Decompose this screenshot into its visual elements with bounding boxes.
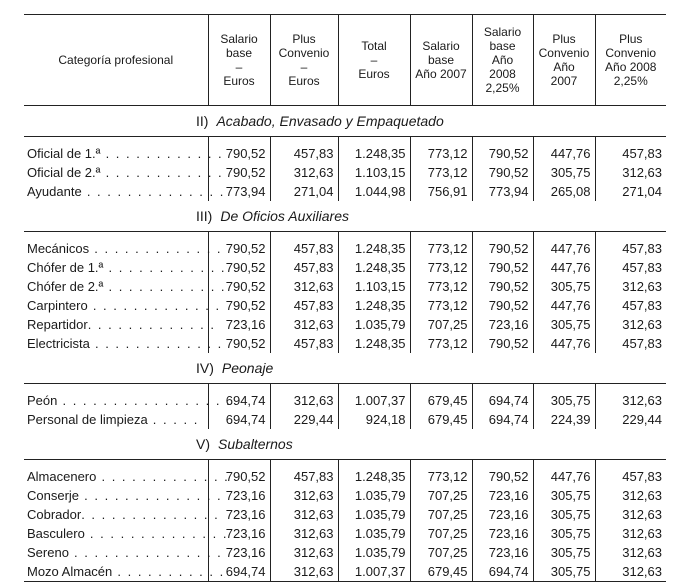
section-row xyxy=(24,201,666,232)
spacer-cell xyxy=(595,384,666,392)
value-cell: 694,74 xyxy=(472,391,533,410)
header-category: Categoría profesional xyxy=(58,53,174,67)
spacer-cell xyxy=(270,460,338,468)
spacer-cell xyxy=(410,137,472,145)
value-cell: 312,63 xyxy=(270,315,338,334)
section-row xyxy=(24,106,666,137)
value-cell: 773,12 xyxy=(410,239,472,258)
value-cell: 229,44 xyxy=(595,410,666,429)
dot-leader: . . . . . . . . . . . . . xyxy=(96,469,230,484)
value-cell: 312,63 xyxy=(595,505,666,524)
dot-leader: . . . . . . . . . . . . . . xyxy=(79,488,223,503)
category-name: Mozo Almacén xyxy=(27,564,113,579)
table-body xyxy=(24,106,666,582)
value-cell: 305,75 xyxy=(533,391,595,410)
value-cell: 773,94 xyxy=(472,182,533,201)
dot-leader: . . . . . xyxy=(147,412,199,427)
category-cell xyxy=(24,258,227,277)
category-cell xyxy=(24,467,230,486)
value-cell: 707,25 xyxy=(410,486,472,505)
value-cell: 457,83 xyxy=(270,144,338,163)
value-cell: 723,16 xyxy=(208,543,270,562)
table-row xyxy=(24,315,666,334)
dot-leader: . . . . . . . . . . . . . . xyxy=(84,526,228,541)
table-row xyxy=(24,182,666,201)
value-cell: 305,75 xyxy=(533,562,595,582)
table-row xyxy=(24,467,666,486)
value-cell: 790,52 xyxy=(472,239,533,258)
section-numeral: III) xyxy=(196,208,213,224)
value-cell: 312,63 xyxy=(270,277,338,296)
value-cell: 1.248,35 xyxy=(338,334,410,353)
spacer-cell xyxy=(270,384,338,392)
spacer-cell xyxy=(472,384,533,392)
value-cell: 773,12 xyxy=(410,334,472,353)
value-cell: 723,16 xyxy=(208,505,270,524)
table-row xyxy=(24,505,666,524)
value-cell: 229,44 xyxy=(270,410,338,429)
table-row xyxy=(24,543,666,562)
value-cell: 773,94 xyxy=(208,182,270,201)
dot-leader: . . . . . . . . . . . . xyxy=(103,279,227,294)
spacer-cell xyxy=(338,384,410,392)
value-cell: 457,83 xyxy=(270,239,338,258)
spacer-cell xyxy=(24,137,208,145)
section-title xyxy=(24,106,666,137)
category-name: Electricista xyxy=(27,336,90,351)
value-cell: 679,45 xyxy=(410,562,472,582)
value-cell: 312,63 xyxy=(595,524,666,543)
value-cell: 1.248,35 xyxy=(338,258,410,277)
category-name: Cobrador xyxy=(27,507,82,522)
section-row xyxy=(24,429,666,460)
value-cell: 723,16 xyxy=(208,315,270,334)
category-cell xyxy=(24,562,225,582)
section-name: De Oficios Auxiliares xyxy=(220,208,349,224)
table-row xyxy=(24,334,666,353)
spacer-cell xyxy=(533,137,595,145)
value-cell: 312,63 xyxy=(270,543,338,562)
category-name: Repartidor xyxy=(27,317,88,332)
spacer-row xyxy=(24,232,666,240)
spacer-cell xyxy=(24,232,208,240)
spacer-cell xyxy=(24,384,208,392)
category-cell xyxy=(24,486,223,505)
header-plus-convenio-2008: Plus Convenio Año 2008 2,25% xyxy=(595,15,666,106)
value-cell: 447,76 xyxy=(533,296,595,315)
value-cell: 773,12 xyxy=(410,163,472,182)
value-cell: 790,52 xyxy=(208,163,270,182)
section-numeral: IV) xyxy=(196,360,214,376)
spacer-cell xyxy=(472,460,533,468)
dot-leader: . . . . . . . . . . . . . . xyxy=(81,184,225,199)
value-cell: 707,25 xyxy=(410,543,472,562)
value-cell: 457,83 xyxy=(595,467,666,486)
salary-table xyxy=(24,14,666,582)
dot-leader: . . . . . . . . . . . . . xyxy=(87,317,216,332)
section-name: Peonaje xyxy=(221,360,274,376)
value-cell: 694,74 xyxy=(208,391,270,410)
value-cell: 312,63 xyxy=(595,277,666,296)
value-cell: 790,52 xyxy=(208,277,270,296)
value-cell: 312,63 xyxy=(270,163,338,182)
table-row xyxy=(24,562,666,582)
category-cell xyxy=(24,277,227,296)
value-cell: 790,52 xyxy=(472,258,533,277)
value-cell: 1.007,37 xyxy=(338,562,410,582)
value-cell: 1.007,37 xyxy=(338,391,410,410)
value-cell: 790,52 xyxy=(208,296,270,315)
value-cell: 723,16 xyxy=(472,543,533,562)
table-row xyxy=(24,486,666,505)
value-cell: 1.035,79 xyxy=(338,505,410,524)
value-cell: 271,04 xyxy=(270,182,338,201)
value-cell: 707,25 xyxy=(410,505,472,524)
value-cell: 1.035,79 xyxy=(338,543,410,562)
category-name: Chófer de 2.ª xyxy=(27,279,104,294)
value-cell: 723,16 xyxy=(472,524,533,543)
value-cell: 790,52 xyxy=(472,467,533,486)
value-cell: 1.035,79 xyxy=(338,315,410,334)
value-cell: 312,63 xyxy=(270,486,338,505)
category-name: Oficial de 1.ª xyxy=(27,146,101,161)
value-cell: 1.248,35 xyxy=(338,296,410,315)
dot-leader: . . . . . . . . . . . . xyxy=(100,165,224,180)
category-cell xyxy=(24,410,208,429)
value-cell: 312,63 xyxy=(595,562,666,582)
value-cell: 1.103,15 xyxy=(338,163,410,182)
value-cell: 447,76 xyxy=(533,334,595,353)
value-cell: 773,12 xyxy=(410,258,472,277)
table-row xyxy=(24,410,666,429)
value-cell: 790,52 xyxy=(472,334,533,353)
value-cell: 271,04 xyxy=(595,182,666,201)
value-cell: 457,83 xyxy=(595,258,666,277)
category-name: Carpintero xyxy=(27,298,88,313)
value-cell: 1.035,79 xyxy=(338,524,410,543)
table-row xyxy=(24,277,666,296)
value-cell: 224,39 xyxy=(533,410,595,429)
value-cell: 707,25 xyxy=(410,315,472,334)
spacer-cell xyxy=(208,232,270,240)
dot-leader: . . . . . . . . . . . . . xyxy=(87,298,221,313)
category-name: Sereno xyxy=(27,545,69,560)
value-cell: 679,45 xyxy=(410,410,472,429)
value-cell: 723,16 xyxy=(208,486,270,505)
section-row xyxy=(24,353,666,384)
value-cell: 1.248,35 xyxy=(338,467,410,486)
category-cell xyxy=(24,543,223,562)
value-cell: 723,16 xyxy=(472,505,533,524)
table-row xyxy=(24,524,666,543)
header-salario-base-2007: Salario base Año 2007 xyxy=(410,15,472,106)
value-cell: 790,52 xyxy=(472,296,533,315)
value-cell: 1.248,35 xyxy=(338,144,410,163)
value-cell: 694,74 xyxy=(472,562,533,582)
value-cell: 1.248,35 xyxy=(338,239,410,258)
value-cell: 790,52 xyxy=(208,334,270,353)
value-cell: 457,83 xyxy=(270,467,338,486)
spacer-cell xyxy=(410,232,472,240)
header-total: Total – Euros xyxy=(338,15,410,106)
value-cell: 447,76 xyxy=(533,467,595,486)
value-cell: 723,16 xyxy=(208,524,270,543)
spacer-cell xyxy=(533,460,595,468)
value-cell: 312,63 xyxy=(595,163,666,182)
value-cell: 694,74 xyxy=(208,410,270,429)
value-cell: 312,63 xyxy=(270,505,338,524)
dot-leader: . . . . . . . . . . . xyxy=(112,564,225,579)
spacer-cell xyxy=(533,384,595,392)
table-row xyxy=(24,144,666,163)
value-cell: 679,45 xyxy=(410,391,472,410)
spacer-cell xyxy=(472,232,533,240)
value-cell: 312,63 xyxy=(270,562,338,582)
value-cell: 773,12 xyxy=(410,277,472,296)
spacer-cell xyxy=(595,137,666,145)
value-cell: 312,63 xyxy=(595,391,666,410)
value-cell: 694,74 xyxy=(208,562,270,582)
value-cell: 447,76 xyxy=(533,144,595,163)
value-cell: 305,75 xyxy=(533,315,595,334)
table-row xyxy=(24,391,666,410)
spacer-cell xyxy=(24,460,208,468)
section-name: Subalternos xyxy=(218,436,293,452)
section-title xyxy=(24,429,666,460)
spacer-cell xyxy=(338,232,410,240)
value-cell: 756,91 xyxy=(410,182,472,201)
section-title xyxy=(24,201,666,232)
table-header xyxy=(24,15,666,106)
category-cell xyxy=(24,505,220,524)
dot-leader: . . . . . . . . . . . . . . . xyxy=(68,545,223,560)
value-cell: 305,75 xyxy=(533,524,595,543)
value-cell: 694,74 xyxy=(472,410,533,429)
spacer-row xyxy=(24,137,666,145)
dot-leader: . . . . . . . . . . . . xyxy=(103,260,227,275)
value-cell: 723,16 xyxy=(472,315,533,334)
table-row xyxy=(24,296,666,315)
spacer-cell xyxy=(208,137,270,145)
category-name: Mecánicos xyxy=(27,241,90,256)
category-name: Peón xyxy=(27,393,58,408)
category-name: Chófer de 1.ª xyxy=(27,260,104,275)
category-cell xyxy=(24,144,224,163)
table-row xyxy=(24,258,666,277)
value-cell: 723,16 xyxy=(472,486,533,505)
value-cell: 457,83 xyxy=(595,334,666,353)
section-title xyxy=(24,353,666,384)
value-cell: 790,52 xyxy=(208,258,270,277)
value-cell: 312,63 xyxy=(595,315,666,334)
category-cell xyxy=(24,182,225,201)
dot-leader: . . . . . . . . . . . . xyxy=(100,146,224,161)
category-cell xyxy=(24,391,232,410)
dot-leader: . . . . . . . . . . . . . . xyxy=(81,507,220,522)
header-plus-convenio-2007: Plus Convenio Año 2007 xyxy=(533,15,595,106)
value-cell: 305,75 xyxy=(533,505,595,524)
value-cell: 457,83 xyxy=(270,258,338,277)
spacer-cell xyxy=(410,384,472,392)
category-name: Almacenero xyxy=(27,469,97,484)
value-cell: 1.044,98 xyxy=(338,182,410,201)
spacer-row xyxy=(24,384,666,392)
value-cell: 790,52 xyxy=(208,144,270,163)
value-cell: 790,52 xyxy=(472,277,533,296)
header-salario-base-2008: Salario base Año 2008 2,25% xyxy=(472,15,533,106)
header-salario-base: Salario base – Euros xyxy=(208,15,270,106)
category-cell xyxy=(24,524,228,543)
value-cell: 312,63 xyxy=(270,391,338,410)
value-cell: 1.103,15 xyxy=(338,277,410,296)
value-cell: 773,12 xyxy=(410,467,472,486)
spacer-row xyxy=(24,460,666,468)
spacer-cell xyxy=(533,232,595,240)
value-cell: 790,52 xyxy=(208,467,270,486)
value-cell: 707,25 xyxy=(410,524,472,543)
value-cell: 305,75 xyxy=(533,543,595,562)
value-cell: 457,83 xyxy=(270,296,338,315)
value-cell: 790,52 xyxy=(472,163,533,182)
dot-leader: . . . . . . . . . . . . . xyxy=(89,241,223,256)
spacer-cell xyxy=(595,460,666,468)
category-name: Conserje xyxy=(27,488,80,503)
spacer-cell xyxy=(338,137,410,145)
section-numeral: V) xyxy=(196,436,210,452)
dot-leader: . . . . . . . . . . . . . xyxy=(89,336,223,351)
category-cell xyxy=(24,315,216,334)
value-cell: 305,75 xyxy=(533,163,595,182)
value-cell: 457,83 xyxy=(595,296,666,315)
category-cell xyxy=(24,334,223,353)
spacer-cell xyxy=(595,232,666,240)
value-cell: 457,83 xyxy=(270,334,338,353)
category-cell xyxy=(24,239,223,258)
value-cell: 447,76 xyxy=(533,258,595,277)
value-cell: 790,52 xyxy=(472,144,533,163)
section-numeral: II) xyxy=(196,113,209,129)
spacer-cell xyxy=(270,137,338,145)
value-cell: 312,63 xyxy=(595,486,666,505)
spacer-cell xyxy=(270,232,338,240)
value-cell: 773,12 xyxy=(410,144,472,163)
value-cell: 305,75 xyxy=(533,277,595,296)
category-name: Ayudante xyxy=(27,184,82,199)
value-cell: 305,75 xyxy=(533,486,595,505)
value-cell: 773,12 xyxy=(410,296,472,315)
value-cell: 790,52 xyxy=(208,239,270,258)
value-cell: 447,76 xyxy=(533,239,595,258)
spacer-cell xyxy=(208,384,270,392)
spacer-cell xyxy=(472,137,533,145)
category-name: Personal de limpieza xyxy=(27,412,148,427)
dot-leader: . . . . . . . . . . . . . . . . . xyxy=(57,393,232,408)
category-cell xyxy=(24,296,221,315)
value-cell: 457,83 xyxy=(595,239,666,258)
value-cell: 924,18 xyxy=(338,410,410,429)
spacer-cell xyxy=(410,460,472,468)
table-row xyxy=(24,163,666,182)
table-row xyxy=(24,239,666,258)
value-cell: 457,83 xyxy=(595,144,666,163)
category-name: Basculero xyxy=(27,526,85,541)
spacer-cell xyxy=(208,460,270,468)
value-cell: 265,08 xyxy=(533,182,595,201)
value-cell: 1.035,79 xyxy=(338,486,410,505)
header-plus-convenio: Plus Convenio – Euros xyxy=(270,15,338,106)
spacer-cell xyxy=(338,460,410,468)
category-cell xyxy=(24,163,224,182)
category-name: Oficial de 2.ª xyxy=(27,165,101,180)
value-cell: 312,63 xyxy=(595,543,666,562)
value-cell: 312,63 xyxy=(270,524,338,543)
section-name: Acabado, Envasado y Empaquetado xyxy=(216,113,444,129)
